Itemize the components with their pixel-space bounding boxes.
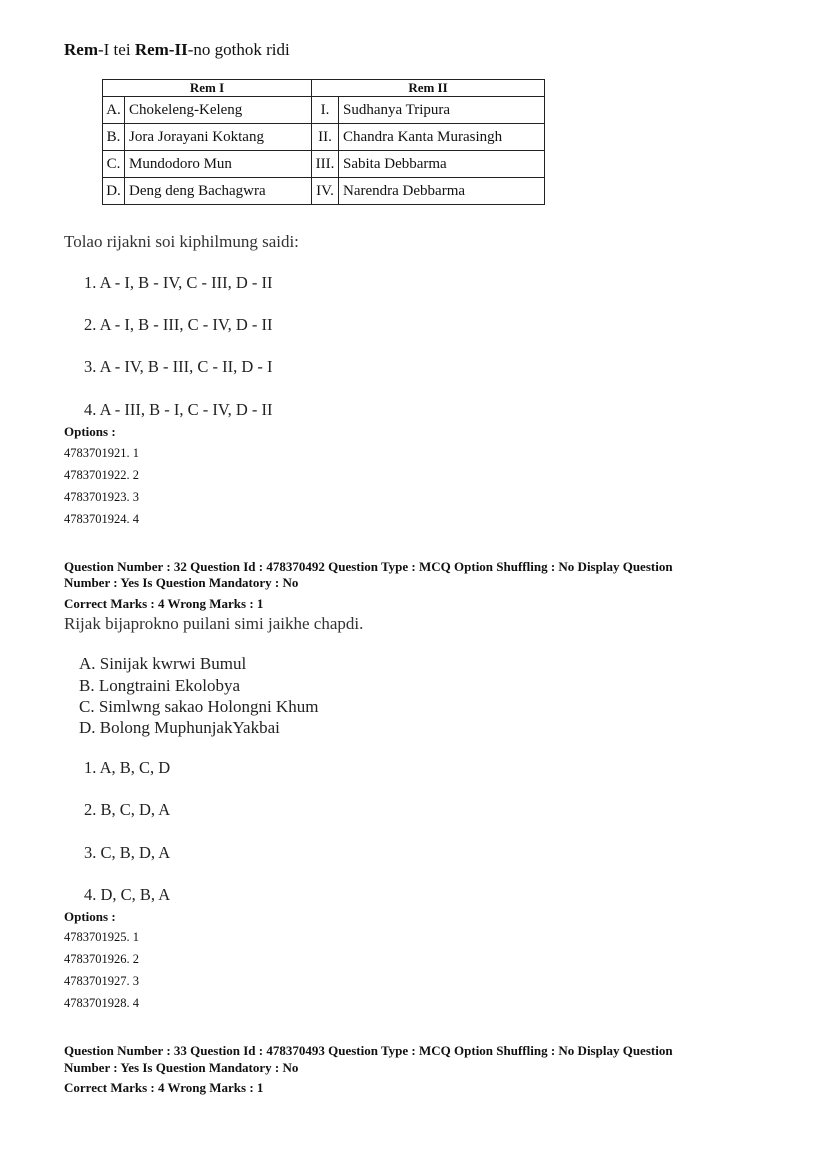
q31-option-3: 4783701923. 3 [64, 490, 139, 504]
q32-statement-d: D. Bolong MuphunjakYakbai [79, 718, 280, 737]
table-row [103, 151, 545, 178]
q32-statement-b: B. Longtraini Ekolobya [79, 676, 241, 695]
rem2-value: Narendra Debbarma [339, 178, 545, 205]
q31-choice-2: 2. A - I, B - III, C - IV, D - II [84, 315, 273, 334]
q32-meta-line1: Question Number : 32 Question Id : 478370492 Question Type : MCQ Option Shuffling : No Display Question [64, 559, 673, 574]
rem1-value: Deng deng Bachagwra [125, 178, 312, 205]
q31-title [64, 40, 290, 60]
q31-choice-4: 4. A - III, B - I, C - IV, D - II [84, 400, 273, 419]
rem1-value: Chokeleng-Keleng [125, 97, 312, 124]
q31-title-part: -I tei [97, 40, 135, 59]
q32-options-label: Options : [64, 909, 116, 924]
rem1-key: D. [103, 178, 125, 205]
col-rem2-header: Rem II [312, 80, 545, 97]
rem2-key: II. [312, 124, 339, 151]
rem2-value: Sudhanya Tripura [339, 97, 545, 124]
q31-choice-3: 3. A - IV, B - III, C - II, D - I [84, 357, 273, 376]
q31-title-rest: -no gothok ridi [187, 40, 290, 59]
q31-option-1: 4783701921. 1 [64, 446, 139, 460]
q32-statement-a: A. Sinijak kwrwi Bumul [79, 654, 247, 673]
rem2-key: III. [312, 151, 339, 178]
q32-marks: Correct Marks : 4 Wrong Marks : 1 [64, 596, 264, 611]
q32-meta-line2: Number : Yes Is Question Mandatory : No [64, 575, 299, 590]
rem1-value: Jora Jorayani Koktang [125, 124, 312, 151]
table-row [103, 124, 545, 151]
rem1-value: Mundodoro Mun [125, 151, 312, 178]
q32-choice-4: 4. D, C, B, A [84, 885, 171, 904]
matching-table [102, 79, 545, 205]
q33-meta-line1: Question Number : 33 Question Id : 478370493 Question Type : MCQ Option Shuffling : No Display Question [64, 1043, 673, 1058]
q32-prompt: Rijak bijaprokno puilani simi jaikhe chapdi. [64, 614, 364, 633]
rem2-value: Chandra Kanta Murasingh [339, 124, 545, 151]
q31-option-4: 4783701924. 4 [64, 512, 139, 526]
rem1-key: A. [103, 97, 125, 124]
rem2-value: Sabita Debbarma [339, 151, 545, 178]
q32-option-2: 4783701926. 2 [64, 952, 139, 966]
q31-title-bold-rem1: Rem [64, 40, 98, 59]
col-rem1-header: Rem I [103, 80, 312, 97]
q32-option-3: 4783701927. 3 [64, 974, 139, 988]
q32-choice-2: 2. B, C, D, A [84, 800, 171, 819]
q32-choice-1: 1. A, B, C, D [84, 758, 171, 777]
q32-option-4: 4783701928. 4 [64, 996, 139, 1010]
rem1-key: C. [103, 151, 125, 178]
q31-title-bold-roman: -II [168, 40, 188, 59]
q31-instruction: Tolao rijakni soi kiphilmung saidi: [64, 232, 299, 251]
q31-option-2: 4783701922. 2 [64, 468, 139, 482]
table-row [103, 97, 545, 124]
q31-options-label: Options : [64, 424, 116, 439]
q31-title-bold-rem2: Rem [134, 40, 169, 59]
q33-marks: Correct Marks : 4 Wrong Marks : 1 [64, 1080, 264, 1095]
q32-option-1: 4783701925. 1 [64, 930, 139, 944]
rem2-key: I. [312, 97, 339, 124]
q32-statement-c: C. Simlwng sakao Holongni Khum [79, 697, 319, 716]
q32-choice-3: 3. C, B, D, A [84, 843, 171, 862]
q33-meta-line2: Number : Yes Is Question Mandatory : No [64, 1060, 299, 1075]
rem1-key: B. [103, 124, 125, 151]
q31-choice-1: 1. A - I, B - IV, C - III, D - II [84, 273, 273, 292]
table-row [103, 178, 545, 205]
rem2-key: IV. [312, 178, 339, 205]
